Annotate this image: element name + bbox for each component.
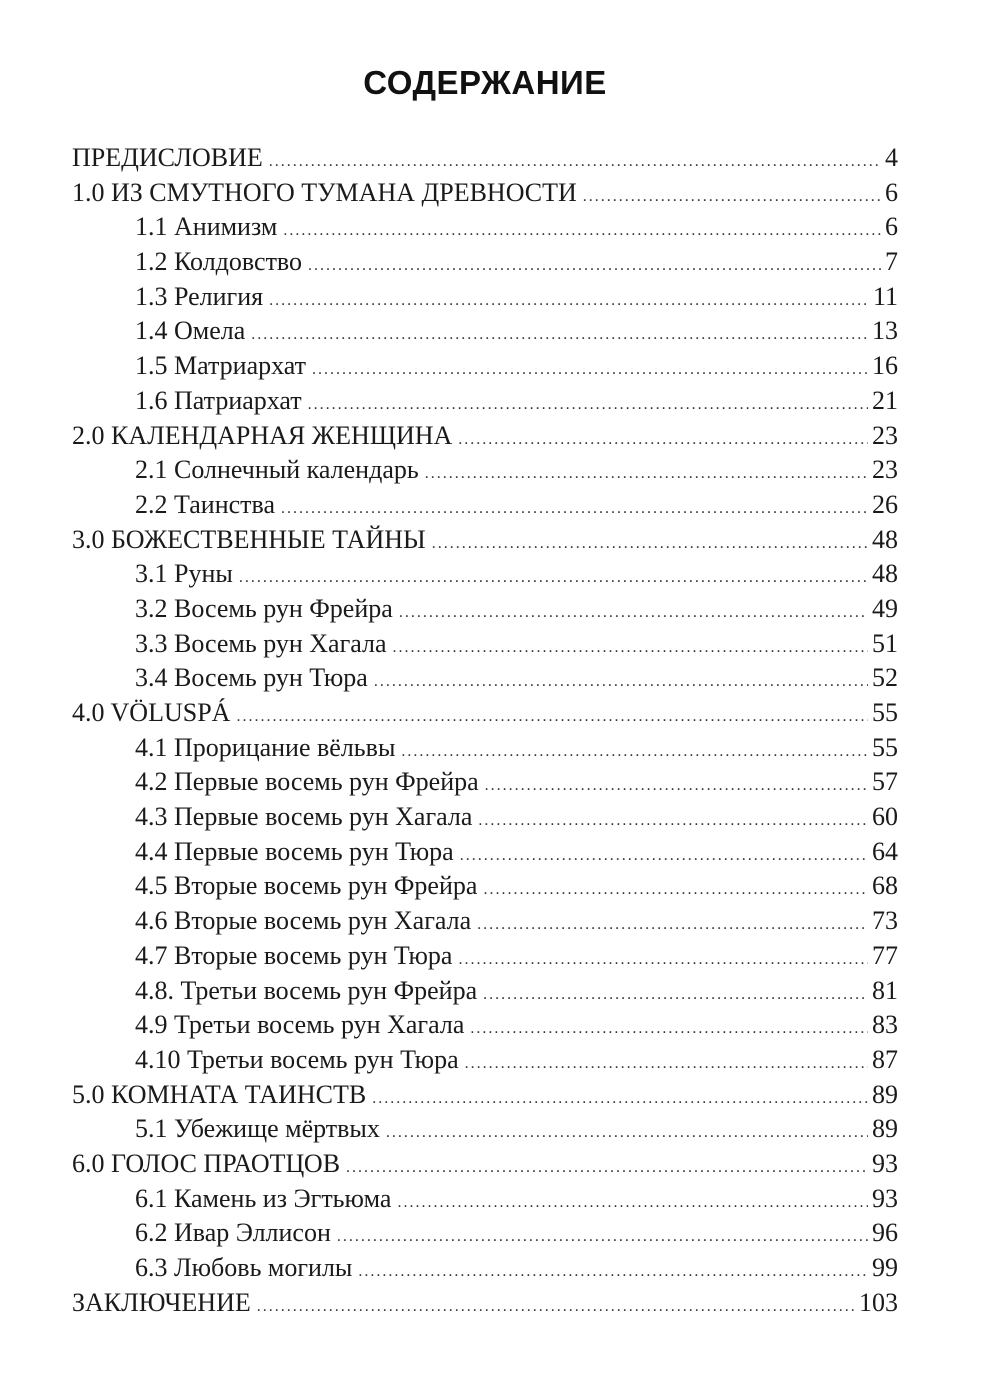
toc-section-entry [72, 525, 898, 560]
toc-page-number: 11 [872, 281, 898, 311]
toc-entry-title: 3.4 Восемь рун Тюра [135, 663, 368, 693]
toc-entry-title: 4.5 Вторые восемь рун Фрейра [135, 871, 478, 901]
toc-section-entry [72, 178, 898, 213]
toc-entry-title: 2.0 КАЛЕНДАРНАЯ ЖЕНЩИНА [72, 420, 453, 450]
toc-entry-title: 4.1 Прорицание вёльвы [135, 732, 396, 762]
toc-dot-leader [269, 292, 869, 310]
toc-entry-title: 4.3 Первые восемь рун Хагала [135, 802, 473, 832]
toc-page-number: 51 [872, 628, 898, 658]
toc-subsection-entry [72, 559, 898, 594]
toc-entry-title: 1.2 Колдовство [135, 247, 303, 277]
toc-page-number: 103 [859, 1287, 898, 1317]
toc-dot-leader [485, 777, 868, 795]
toc-subsection-entry [72, 455, 898, 490]
page-title: СОДЕРЖАНИЕ [363, 64, 607, 101]
toc-dot-leader [460, 847, 868, 865]
toc-entry-title: 1.5 Матриархат [135, 351, 307, 381]
toc-page-number: 7 [885, 247, 898, 277]
toc-dot-leader [397, 1194, 868, 1212]
toc-page-number: 93 [872, 1183, 898, 1213]
toc-entry-title: 6.3 Любовь могилы [135, 1253, 353, 1282]
toc-dot-leader [399, 604, 868, 622]
toc-page-number: 93 [872, 1148, 898, 1178]
toc-dot-leader [283, 222, 881, 240]
toc-entry-title: 4.10 Третьи восемь рун Тюра [135, 1044, 459, 1074]
toc-entry-title: 1.6 Патриархат [135, 385, 302, 415]
toc-page-number: 16 [872, 351, 898, 381]
toc-subsection-entry [72, 1010, 898, 1045]
toc-dot-leader [337, 1228, 868, 1246]
toc-entry-title: 4.6 Вторые восемь рун Хагала [135, 906, 472, 936]
toc-dot-leader [251, 326, 868, 344]
toc-page-number: 48 [872, 524, 898, 554]
toc-page-number: 13 [872, 316, 898, 346]
toc-page-number: 55 [872, 698, 898, 727]
toc-page-number: 64 [872, 836, 898, 866]
toc-subsection-entry [72, 941, 898, 976]
toc-page-number: 83 [872, 1010, 898, 1040]
toc-section-entry [72, 1288, 898, 1323]
toc-subsection-entry [72, 1045, 898, 1080]
toc-subsection-entry [72, 906, 898, 941]
toc-page-number: 6 [885, 212, 898, 242]
toc-page-number: 68 [872, 871, 898, 901]
toc-subsection-entry [72, 212, 898, 247]
toc-page-number: 6 [885, 177, 898, 207]
toc-page-number: 26 [872, 489, 898, 519]
toc-entry-title: 6.2 Ивар Эллисон [135, 1218, 331, 1248]
toc-dot-leader [401, 743, 868, 761]
toc-entry-title: 5.0 КОМНАТА ТАИНСТВ [72, 1079, 367, 1109]
toc-page-number: 60 [872, 802, 898, 832]
toc-dot-leader [483, 881, 868, 899]
toc-subsection-entry [72, 976, 898, 1011]
toc-dot-leader [312, 361, 868, 379]
toc-entry-title: 1.3 Религия [135, 281, 264, 311]
toc-entry-title: 3.3 Восемь рун Хагала [135, 628, 387, 658]
toc-entry-title: 4.7 Вторые восемь рун Тюра [135, 940, 453, 970]
toc-subsection-entry [72, 1114, 898, 1149]
toc-entry-title: 2.2 Таинства [135, 489, 275, 519]
toc-subsection-entry [72, 1184, 898, 1219]
toc-page-number: 89 [872, 1114, 898, 1144]
table-of-contents [72, 143, 898, 1322]
toc-subsection-entry [72, 629, 898, 664]
toc-entry-title: 3.1 Руны [135, 559, 233, 589]
toc-dot-leader [257, 1298, 855, 1316]
toc-dot-leader [432, 535, 868, 553]
toc-page-number: 99 [872, 1253, 898, 1282]
toc-page-number: 21 [872, 385, 898, 415]
toc-page-number: 52 [872, 663, 898, 693]
toc-page-number: 73 [872, 906, 898, 936]
toc-page-number: 4 [885, 143, 898, 172]
toc-subsection-entry [72, 733, 898, 768]
toc-dot-leader [465, 1055, 868, 1073]
toc-dot-leader [470, 1020, 868, 1038]
toc-dot-leader [374, 673, 868, 691]
toc-entry-title: 4.0 VÖLUSPÁ [72, 698, 231, 727]
toc-section-entry [72, 143, 898, 178]
toc-section-entry [72, 698, 898, 733]
toc-page-number: 77 [872, 940, 898, 970]
toc-subsection-entry [72, 767, 898, 802]
toc-entry-title: 4.9 Третьи восемь рун Хагала [135, 1010, 465, 1040]
toc-dot-leader [236, 708, 868, 726]
toc-dot-leader [477, 916, 868, 934]
toc-subsection-entry [72, 1218, 898, 1253]
toc-entry-title: 1.0 ИЗ СМУТНОГО ТУМАНА ДРЕВНОСТИ [72, 177, 577, 207]
toc-dot-leader [239, 569, 868, 587]
toc-entry-title: 3.0 БОЖЕСТВЕННЫЕ ТАЙНЫ [72, 524, 426, 554]
toc-dot-leader [458, 951, 868, 969]
toc-subsection-entry [72, 802, 898, 837]
toc-page-number: 23 [872, 455, 898, 485]
toc-entry-title: 4.2 Первые восемь рун Фрейра [135, 767, 479, 797]
toc-dot-leader [308, 257, 881, 275]
toc-subsection-entry [72, 871, 898, 906]
toc-subsection-entry [72, 386, 898, 421]
toc-entry-title: ЗАКЛЮЧЕНИЕ [72, 1287, 251, 1317]
toc-dot-leader [346, 1159, 868, 1177]
toc-dot-leader [358, 1263, 868, 1281]
toc-section-entry [72, 421, 898, 456]
toc-entry-title: ПРЕДИСЛОВИЕ [72, 143, 263, 172]
toc-dot-leader [425, 465, 868, 483]
toc-subsection-entry [72, 1253, 898, 1288]
toc-subsection-entry [72, 594, 898, 629]
toc-entry-title: 2.1 Солнечный календарь [135, 455, 419, 485]
toc-dot-leader [386, 1124, 868, 1142]
toc-entry-title: 1.4 Омела [135, 316, 246, 346]
toc-section-entry [72, 1080, 898, 1115]
toc-dot-leader [483, 986, 868, 1004]
toc-page-number: 55 [872, 732, 898, 762]
toc-dot-leader [393, 639, 868, 657]
toc-subsection-entry [72, 282, 898, 317]
toc-entry-title: 6.1 Камень из Эгтьюма [135, 1183, 392, 1213]
toc-section-entry [72, 1149, 898, 1184]
toc-page-number: 48 [872, 559, 898, 589]
toc-page-number: 49 [872, 593, 898, 623]
toc-subsection-entry [72, 663, 898, 698]
toc-entry-title: 4.8. Третьи восемь рун Фрейра [135, 975, 478, 1005]
toc-subsection-entry [72, 351, 898, 386]
toc-page-number: 87 [872, 1044, 898, 1074]
toc-page-number: 96 [872, 1218, 898, 1248]
toc-entry-title: 3.2 Восемь рун Фрейра [135, 593, 393, 623]
toc-entry-title: 6.0 ГОЛОС ПРАОТЦОВ [72, 1148, 341, 1178]
toc-subsection-entry [72, 316, 898, 351]
toc-entry-title: 1.1 Анимизм [135, 212, 278, 242]
toc-entry-title: 4.4 Первые восемь рун Тюра [135, 836, 454, 866]
toc-page-number: 81 [872, 975, 898, 1005]
toc-dot-leader [269, 153, 881, 171]
toc-dot-leader [372, 1090, 868, 1108]
toc-subsection-entry [72, 247, 898, 282]
toc-page-number: 57 [872, 767, 898, 797]
toc-dot-leader [478, 812, 868, 830]
toc-dot-leader [308, 396, 868, 414]
toc-subsection-entry [72, 490, 898, 525]
toc-dot-leader [458, 431, 868, 449]
toc-dot-leader [583, 188, 881, 206]
toc-dot-leader [281, 500, 868, 518]
toc-entry-title: 5.1 Убежище мёртвых [135, 1114, 380, 1144]
toc-subsection-entry [72, 837, 898, 872]
toc-page-number: 23 [872, 420, 898, 450]
toc-page-number: 89 [872, 1079, 898, 1109]
